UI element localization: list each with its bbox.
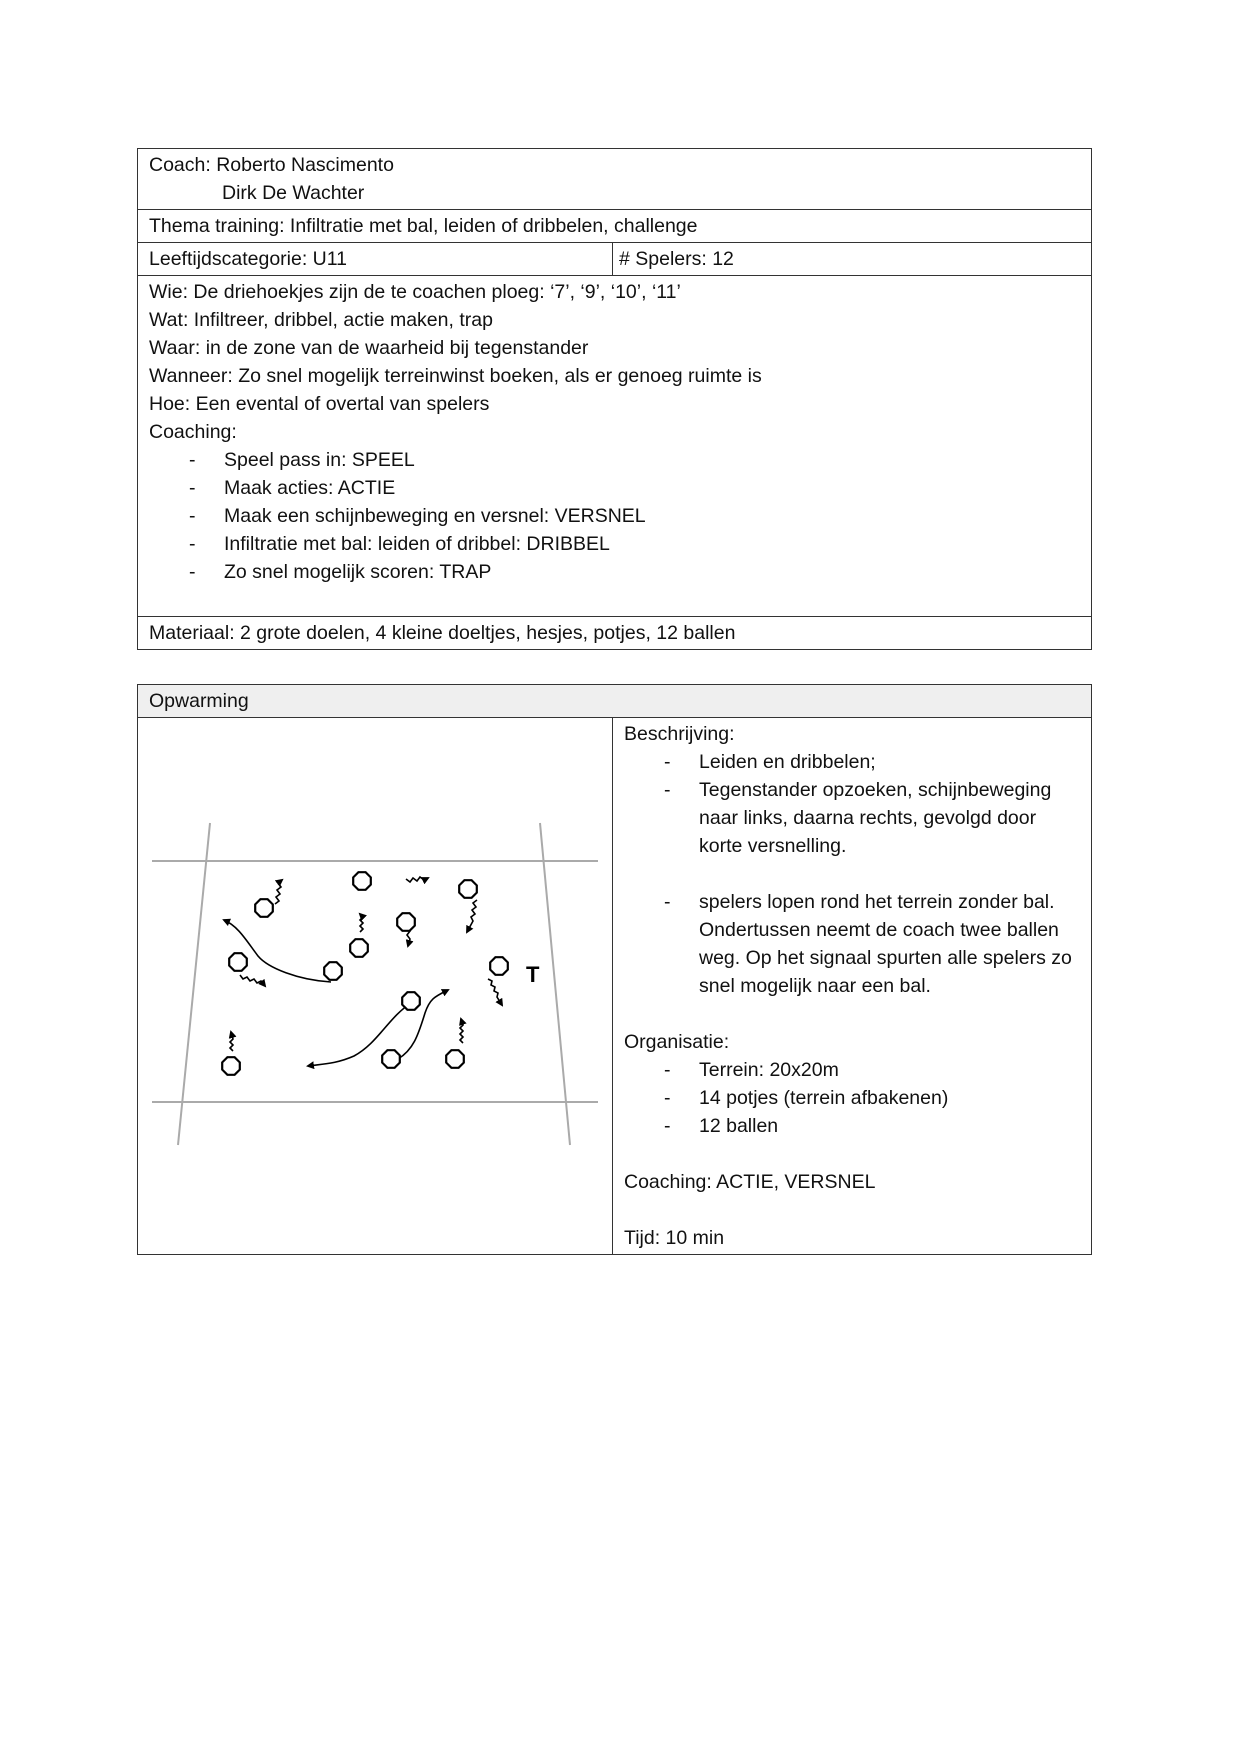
- player-marker: [229, 953, 247, 971]
- training-info-table: [137, 148, 1092, 650]
- player-marker: [353, 872, 371, 890]
- player-marker: [350, 939, 368, 957]
- player-marker: [255, 899, 273, 917]
- dribble-arrow: [360, 914, 363, 932]
- diagram-cell: [138, 718, 613, 1255]
- waar-line: Waar: in de zone van de waarheid bij tegenstander: [149, 337, 589, 359]
- coach-name-2: Dirk De Wachter: [222, 182, 365, 204]
- dribble-arrow: [230, 1032, 233, 1051]
- organisatie-label: Organisatie:: [624, 1031, 730, 1053]
- run-arrow: [224, 920, 331, 982]
- coaching-list: [149, 446, 1081, 586]
- player-marker: [397, 913, 415, 931]
- dribble-arrow: [488, 979, 502, 1005]
- coach-marker: T: [526, 962, 540, 987]
- list-item: - spelers lopen rond het terrein zonder bal. Ondertussen neemt de coach twee ballen weg. Op het signaal spurten alle spelers zo snel mogelijk naar een bal.: [624, 888, 1081, 1000]
- list-item: - Leiden en dribbelen;: [624, 748, 1081, 776]
- player-marker: [446, 1050, 464, 1068]
- coach-cell: [138, 149, 1092, 210]
- field-line-right: [540, 823, 570, 1145]
- player-marker: [459, 880, 477, 898]
- hoe-line: Hoe: Een evental of overtal van spelers: [149, 393, 490, 415]
- coaching-label: Coaching:: [149, 421, 237, 443]
- list-item: - Infiltratie met bal: leiden of dribbel: DRIBBEL: [149, 530, 1081, 558]
- dribble-arrow: [275, 880, 282, 904]
- list-item: - Maak een schijnbeweging en versnel: VERSNEL: [149, 502, 1081, 530]
- dribble-arrow: [240, 975, 265, 986]
- list-item: - Maak acties: ACTIE: [149, 474, 1081, 502]
- field-diagram: [138, 718, 612, 1252]
- player-marker: [222, 1057, 240, 1075]
- players: [222, 872, 508, 1075]
- coach-name: Coach: Roberto Nascimento: [149, 154, 394, 176]
- coaching-text: Coaching: ACTIE, VERSNEL: [624, 1171, 876, 1193]
- dribble-arrow: [467, 900, 477, 932]
- details-cell: [138, 276, 1092, 617]
- materiaal-cell: Materiaal: 2 grote doelen, 4 kleine doeltjes, hesjes, potjes, 12 ballen: [138, 617, 1092, 650]
- beschrijving-list: [624, 748, 1081, 860]
- beschrijving-list-2: [624, 888, 1081, 1000]
- list-item: - Zo snel mogelijk scoren: TRAP: [149, 558, 1081, 586]
- list-item: - Terrein: 20x20m: [624, 1056, 1081, 1084]
- exercise-title: Opwarming: [138, 685, 1092, 718]
- player-marker: [490, 957, 508, 975]
- tijd-text: Tijd: 10 min: [624, 1227, 725, 1249]
- player-marker: [402, 992, 420, 1010]
- organisatie-list: [624, 1056, 1081, 1140]
- wanneer-line: Wanneer: Zo snel mogelijk terreinwinst boeken, als er genoeg ruimte is: [149, 365, 762, 387]
- list-item: - Speel pass in: SPEEL: [149, 446, 1081, 474]
- wie-line: Wie: De driehoekjes zijn de te coachen ploeg: ‘7’, ‘9’, ‘10’, ‘11’: [149, 281, 681, 303]
- leeftijd-cell: Leeftijdscategorie: U11: [138, 243, 613, 276]
- exercise-table: [137, 684, 1092, 1255]
- thema-cell: Thema training: Infiltratie met bal, leiden of dribbelen, challenge: [138, 210, 1092, 243]
- list-item: - 12 ballen: [624, 1112, 1081, 1140]
- beschrijving-label: Beschrijving:: [624, 723, 735, 745]
- spelers-cell: # Spelers: 12: [613, 243, 1092, 276]
- player-marker: [324, 962, 342, 980]
- dribble-arrow: [406, 877, 428, 882]
- dribble-arrow: [460, 1019, 463, 1043]
- list-item: - Tegenstander opzoeken, schijnbeweging naar links, daarna rechts, gevolgd door korte versnelling.: [624, 776, 1081, 860]
- player-marker: [382, 1050, 400, 1068]
- wat-line: Wat: Infiltreer, dribbel, actie maken, trap: [149, 309, 493, 331]
- field-line-left: [178, 823, 210, 1145]
- description-cell: [613, 718, 1092, 1255]
- list-item: - 14 potjes (terrein afbakenen): [624, 1084, 1081, 1112]
